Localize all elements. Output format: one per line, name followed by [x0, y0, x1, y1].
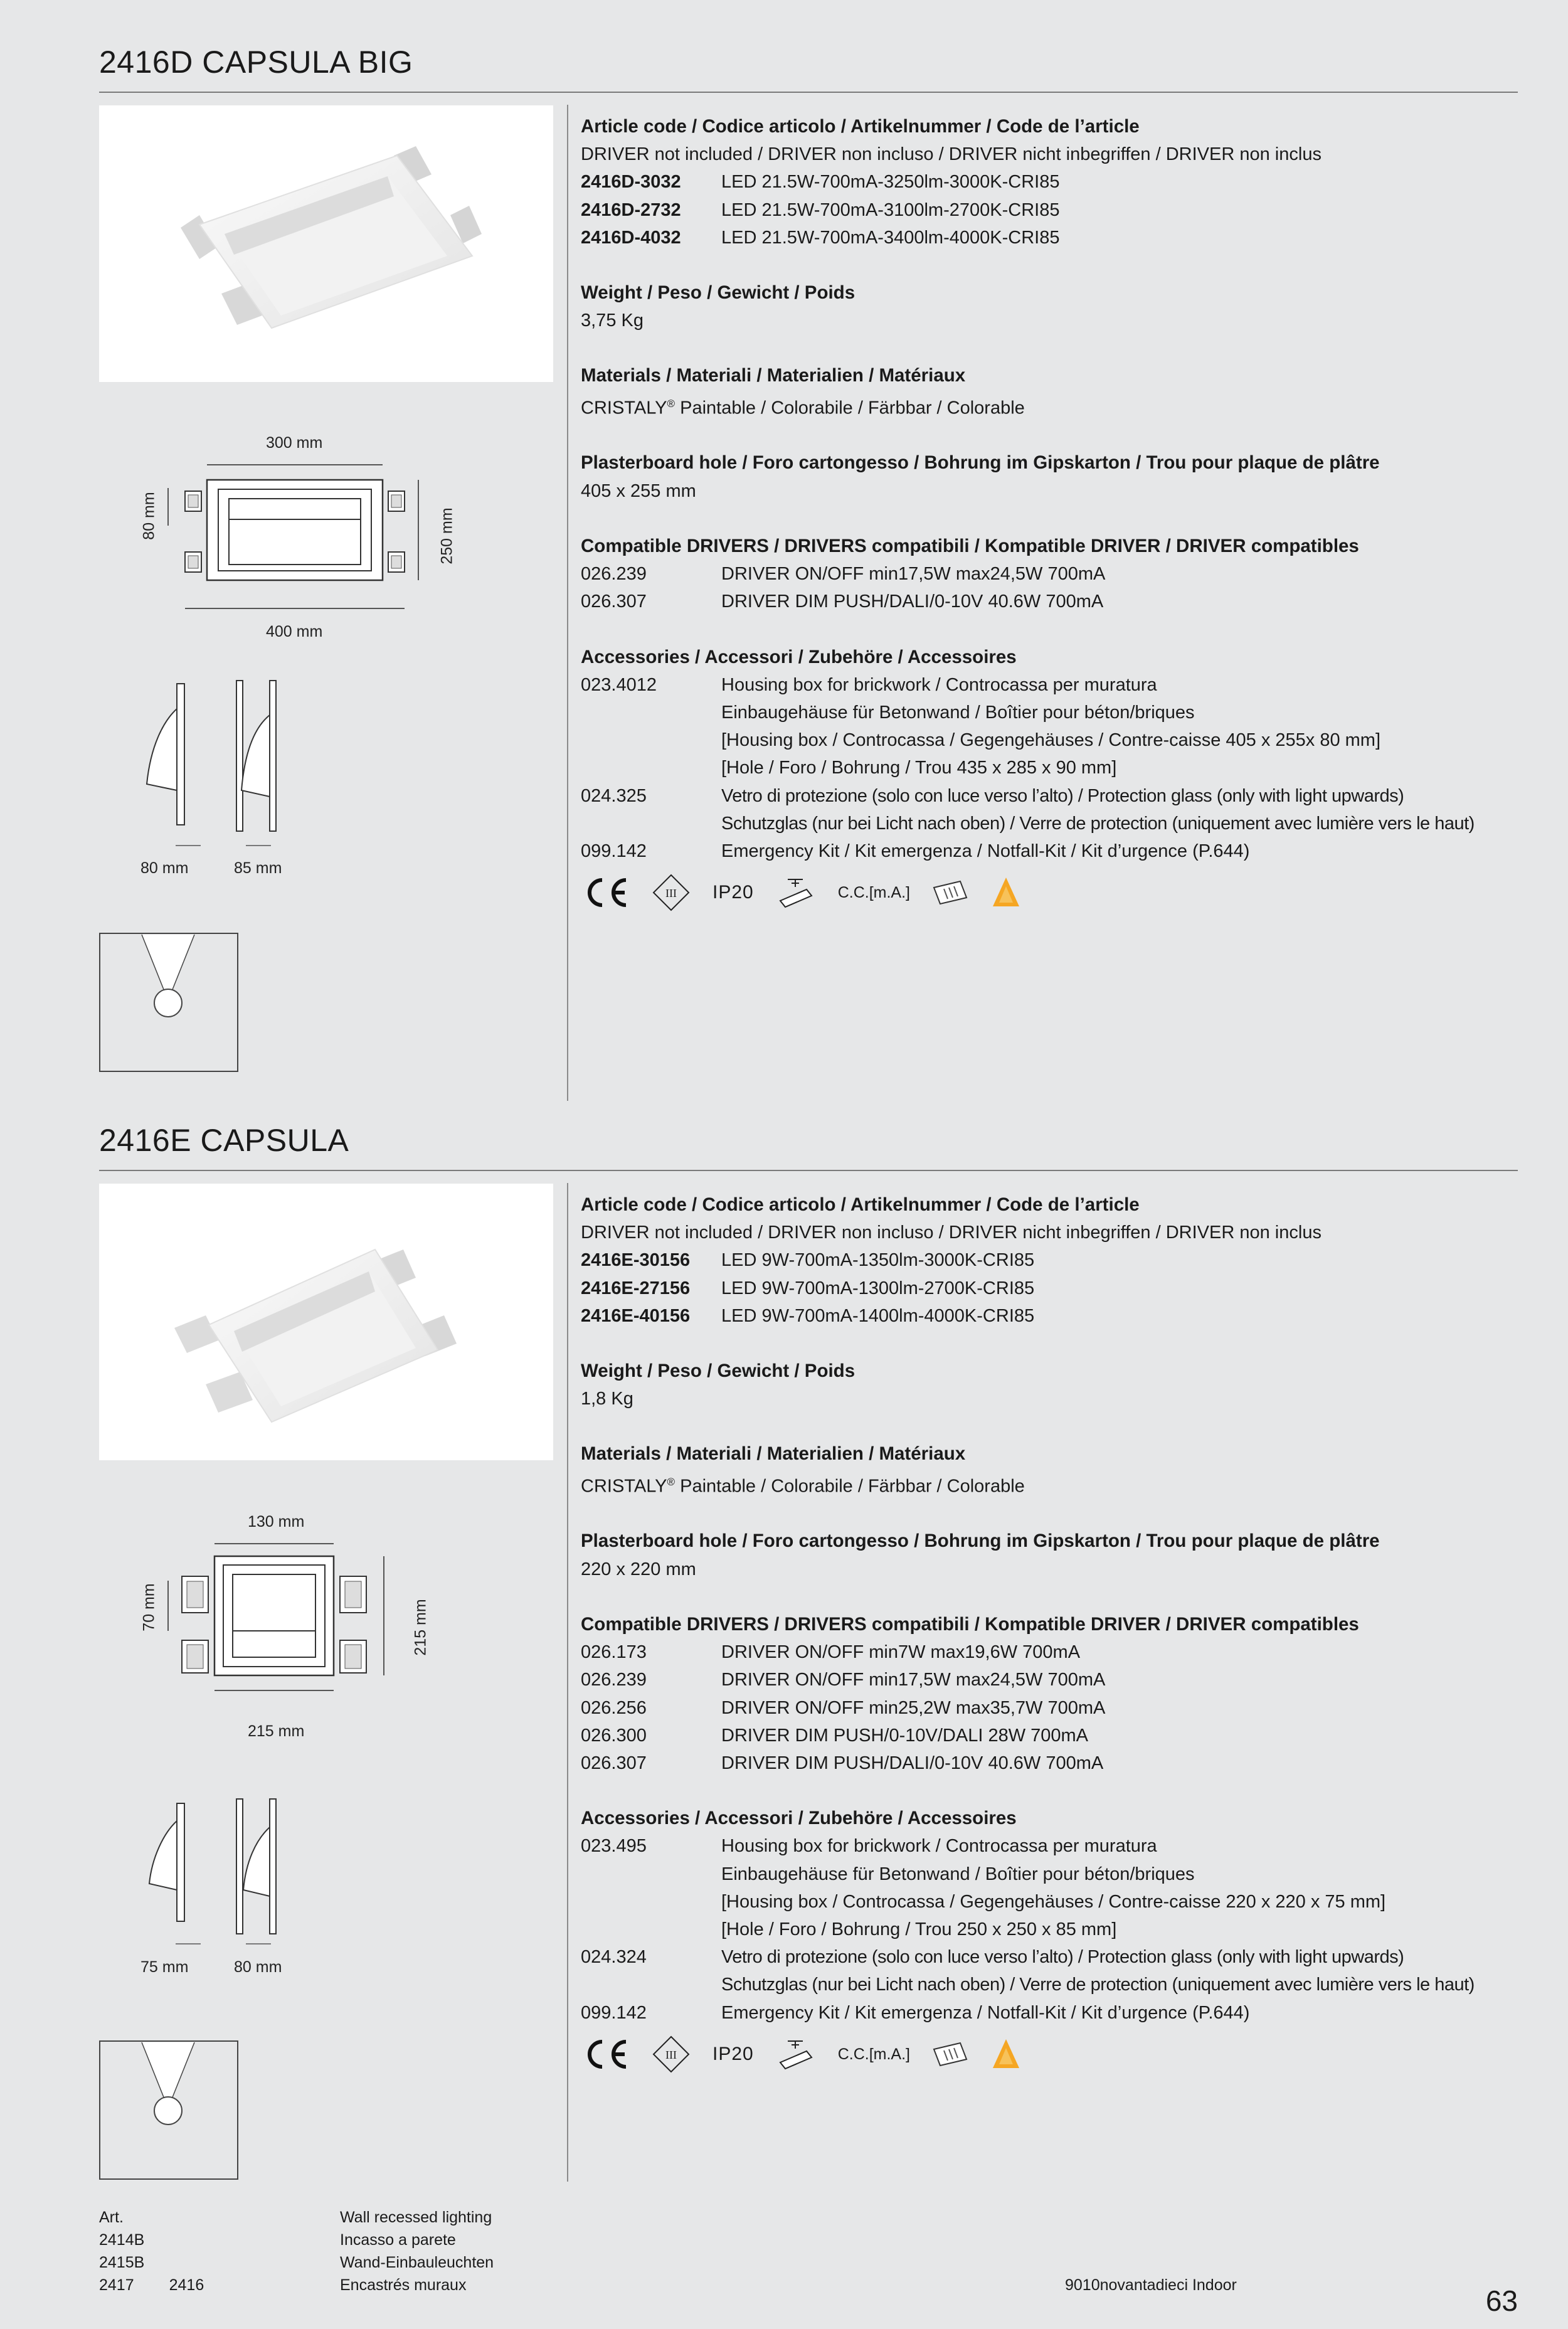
product-2-dim-side2: 80 mm	[234, 1958, 282, 1976]
class-iii-icon	[651, 873, 691, 913]
product-1-dim-left: 80 mm	[140, 492, 158, 540]
product-2-beam-diagram	[99, 2040, 238, 2180]
accessory-row: Einbaugehäuse für Betonwand / Boîtier pour béton/briques	[721, 1864, 1195, 1884]
accessory-row: 023.495 Housing box for brickwork / Controcassa per muratura	[581, 1836, 1157, 1857]
article-heading: Article code / Codice articolo / Artikelnummer / Code de l’article	[581, 116, 1140, 137]
materials-heading: Materials / Materiali / Materialien / Matériaux	[581, 1443, 966, 1465]
footer-category: Wall recessed lighting Incasso a parete Wand-Einbauleuchten Encastrés muraux	[340, 2209, 494, 2294]
product-1-dim-side2: 85 mm	[234, 859, 282, 877]
article-row: 2416D-3032 LED 21.5W-700mA-3250lm-3000K-CRI85	[581, 172, 1060, 193]
footer-art-line: 2417 2416	[99, 2276, 204, 2294]
ce-mark-icon	[581, 876, 630, 909]
weight-heading: Weight / Peso / Gewicht / Poids	[581, 1361, 856, 1382]
accessory-row: Einbaugehäuse für Betonwand / Boîtier pour béton/briques	[721, 702, 1195, 723]
page-number: 63	[1485, 2284, 1518, 2317]
ip20-label: IP20	[712, 2043, 754, 2064]
article-heading: Article code / Codice articolo / Artikelnummer / Code de l’article	[581, 1194, 1140, 1215]
product-2-column-divider	[567, 1183, 568, 2182]
driver-row: 026.307 DRIVER DIM PUSH/DALI/0-10V 40.6W 700mA	[581, 592, 1104, 612]
weight-value: 3,75 Kg	[581, 310, 644, 331]
article-row: 2416D-2732 LED 21.5W-700mA-3100lm-2700K-CRI85	[581, 199, 1060, 220]
footer-brand: 9010novantadieci Indoor	[1065, 2276, 1237, 2294]
materials-heading: Materials / Materiali / Materialien / Matériaux	[581, 365, 966, 386]
product-2-front-drawing	[173, 1540, 411, 1697]
product-2-height-line	[167, 1581, 169, 1631]
product-1-dim-top: 300 mm	[266, 434, 323, 452]
product-1-side-profiles	[138, 677, 289, 847]
weight-heading: Weight / Peso / Gewicht / Poids	[581, 282, 856, 304]
driver-row: 026.239 DRIVER ON/OFF min17,5W max24,5W 700mA	[581, 564, 1106, 585]
driver-row: 026.239 DRIVER ON/OFF min17,5W max24,5W 700mA	[581, 1670, 1106, 1690]
product-2-rule	[99, 1170, 1518, 1171]
product-1-beam-diagram	[99, 933, 238, 1072]
accessory-row: [Hole / Foro / Bohrung / Trou 435 x 285 x 90 mm]	[721, 758, 1117, 778]
accessory-row: [Hole / Foro / Bohrung / Trou 250 x 250 x 85 mm]	[721, 1919, 1117, 1939]
drivers-heading: Compatible DRIVERS / DRIVERS compatibili / Kompatible DRIVER / DRIVER compatibles	[581, 535, 1359, 556]
hole-value: 405 x 255 mm	[581, 480, 696, 501]
product-2-dim-side1: 75 mm	[140, 1958, 189, 1976]
accessories-heading: Accessories / Accessori / Zubehöre / Accessoires	[581, 646, 1017, 667]
product-2-dim-bottom: 215 mm	[248, 1722, 305, 1740]
product-1-photo	[99, 105, 553, 382]
product-1-height-line	[167, 488, 169, 526]
product-1-dim-right: 250 mm	[438, 507, 456, 565]
accessory-row: [Housing box / Controcassa / Gegengehäuses / Contre-caisse 405 x 255x 80 mm]	[721, 730, 1381, 751]
product-2-specs	[581, 1191, 1522, 2077]
cc-ma-label: C.C. [m.A.]	[837, 2045, 911, 2063]
accessories-heading: Accessories / Accessori / Zubehöre / Accessoires	[581, 1808, 1017, 1829]
driver-note: DRIVER not included / DRIVER non incluso / DRIVER nicht inbegriffen / DRIVER non inclus	[581, 1223, 1322, 1243]
driver-row: 026.173 DRIVER ON/OFF min7W max19,6W 700mA	[581, 1642, 1081, 1663]
product-2-dim-left: 70 mm	[140, 1583, 158, 1631]
accessory-row: Schutzglas (nur bei Licht nach oben) / Verre de protection (uniquement avec lumière vers le haut)	[721, 1975, 1475, 1995]
article-row: 2416E-27156 LED 9W-700mA-1300lm-2700K-CRI85	[581, 1278, 1035, 1298]
cc-ma-label: C.C. [m.A.]	[837, 884, 911, 902]
svg-text:III: III	[665, 2048, 677, 2061]
certification-icons	[581, 870, 1522, 915]
driver-icon	[775, 2035, 817, 2074]
led-lamp-icon	[990, 875, 1022, 910]
accessory-row: 099.142 Emergency Kit / Kit emergenza / Notfall-Kit / Kit d’urgence (P.644)	[581, 2002, 1250, 2023]
driver-icon	[775, 873, 817, 912]
materials-value: CRISTALY® Paintable / Colorabile / Färbbar / Colorable	[581, 1475, 1025, 1497]
product-2-dim-top: 130 mm	[248, 1513, 305, 1531]
product-2-photo	[99, 1184, 553, 1460]
accessory-row: 023.4012 Housing box for brickwork / Controcassa per muratura	[581, 674, 1157, 695]
certification-icons	[581, 2032, 1522, 2077]
accessory-row: [Housing box / Controcassa / Gegengehäuses / Contre-caisse 220 x 220 x 75 mm]	[721, 1891, 1386, 1912]
product-2-side-profiles	[138, 1796, 289, 1946]
product-2-dim-right: 215 mm	[411, 1599, 430, 1656]
driver-row: 026.307 DRIVER DIM PUSH/DALI/0-10V 40.6W 700mA	[581, 1753, 1104, 1773]
ce-mark-icon	[581, 2038, 630, 2071]
footer-articles	[99, 2206, 204, 2296]
article-row: 2416E-40156 LED 9W-700mA-1400lm-4000K-CRI85	[581, 1305, 1035, 1326]
drivers-heading: Compatible DRIVERS / DRIVERS compatibili / Kompatible DRIVER / DRIVER compatibles	[581, 1613, 1359, 1635]
article-row: 2416E-30156 LED 9W-700mA-1350lm-3000K-CRI85	[581, 1250, 1035, 1271]
accessory-row: 024.324 Vetro di protezione (solo con luce verso l’alto) / Protection glass (only with light upwards)	[581, 1947, 1404, 1968]
product-1-rule	[99, 92, 1518, 93]
accessory-row: Schutzglas (nur bei Licht nach oben) / Verre de protection (uniquement avec lumière vers le haut)	[721, 813, 1475, 834]
materials-value: CRISTALY® Paintable / Colorabile / Färbbar / Colorable	[581, 397, 1025, 418]
product-1-front-drawing	[182, 461, 420, 618]
driver-note: DRIVER not included / DRIVER non incluso / DRIVER nicht inbegriffen / DRIVER non inclus	[581, 144, 1322, 165]
paintable-icon	[931, 879, 969, 906]
product-1-title: 2416D CAPSULA BIG	[99, 45, 413, 80]
product-2-title: 2416E CAPSULA	[99, 1123, 349, 1158]
footer-art-line: 2415B	[99, 2254, 145, 2271]
svg-text:III: III	[665, 887, 677, 900]
article-row: 2416D-4032 LED 21.5W-700mA-3400lm-4000K-CRI85	[581, 227, 1060, 248]
product-1-dim-side1: 80 mm	[140, 859, 189, 877]
footer-art-line: 2414B	[99, 2231, 145, 2249]
driver-row: 026.300 DRIVER DIM PUSH/0-10V/DALI 28W 700mA	[581, 1725, 1089, 1746]
driver-row: 026.256 DRIVER ON/OFF min25,2W max35,7W 700mA	[581, 1697, 1106, 1718]
hole-heading: Plasterboard hole / Foro cartongesso / Bohrung im Gipskarton / Trou pour plaque de plâtre	[581, 452, 1380, 474]
led-lamp-icon	[990, 2037, 1022, 2072]
paintable-icon	[931, 2040, 969, 2068]
product-1-specs	[581, 113, 1522, 915]
hole-value: 220 x 220 mm	[581, 1559, 696, 1579]
hole-heading: Plasterboard hole / Foro cartongesso / Bohrung im Gipskarton / Trou pour plaque de plâtre	[581, 1531, 1380, 1552]
ip20-label: IP20	[712, 882, 754, 903]
weight-value: 1,8 Kg	[581, 1389, 633, 1409]
product-1-column-divider	[567, 105, 568, 1101]
accessory-row: 099.142 Emergency Kit / Kit emergenza / Notfall-Kit / Kit d’urgence (P.644)	[581, 841, 1250, 861]
footer-art-label: Art.	[99, 2209, 124, 2226]
product-1-dim-bottom: 400 mm	[266, 623, 323, 640]
class-iii-icon	[651, 2034, 691, 2074]
accessory-row: 024.325 Vetro di protezione (solo con luce verso l’alto) / Protection glass (only with light upwards)	[581, 785, 1404, 806]
